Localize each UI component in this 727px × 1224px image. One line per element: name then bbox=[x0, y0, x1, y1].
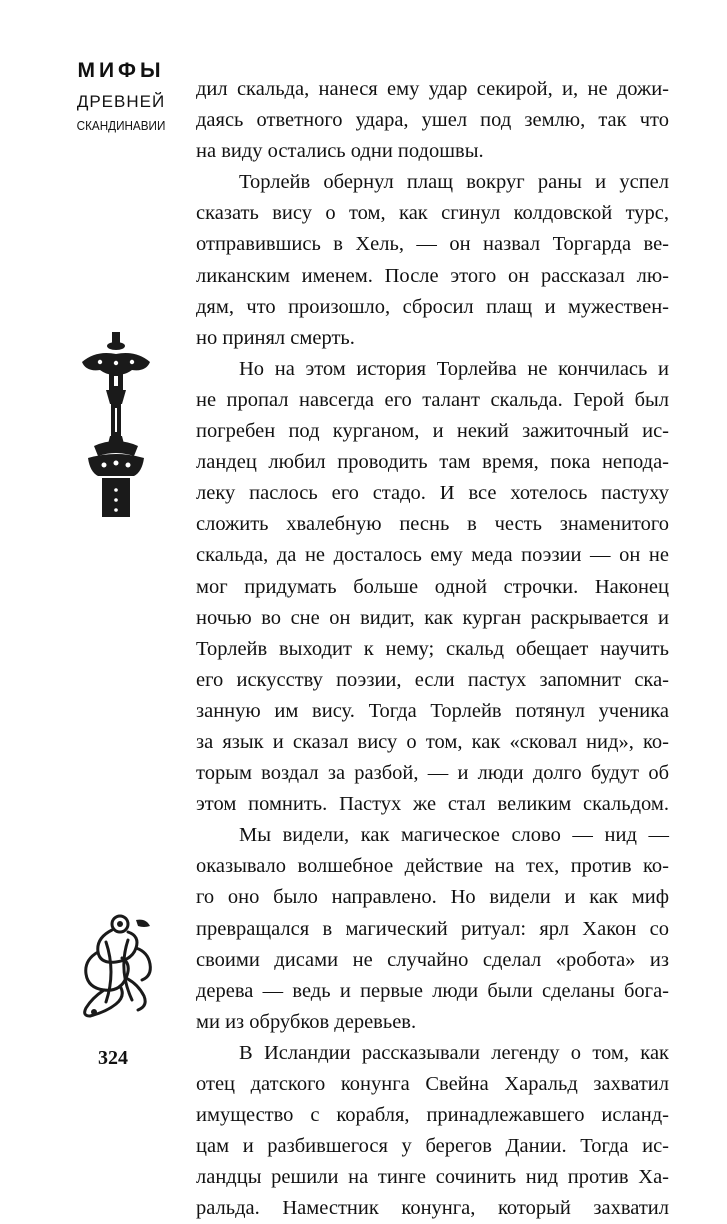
running-head bbox=[66, 58, 176, 136]
text-line: оказывало волшебное действие на тех, против ко- bbox=[196, 855, 669, 878]
text-line: Торлейв выходит к нему; скальд обещает научить bbox=[196, 637, 669, 660]
text-line: скальда, да не досталось ему меда поэзии — он не bbox=[196, 544, 669, 567]
text-line: дям, что произошло, сбросил плащ и мужествен- bbox=[196, 295, 669, 318]
norse-interlace-beast-ornament-icon bbox=[76, 912, 158, 1020]
text-line: мог придумать больше одной строчки. Наконец bbox=[196, 575, 669, 598]
text-line: даясь ответного удара, ушел под землю, так что bbox=[196, 109, 669, 132]
text-line: ми из обрубков деревьев. bbox=[196, 1010, 417, 1033]
text-line: Торлейв обернул плащ вокруг раны и успел bbox=[239, 171, 669, 194]
text-line: дерева — ведь и первые люди были сделаны бога- bbox=[196, 979, 669, 1002]
text-line: за язык и сказал вису о том, как «сковал нид», ко- bbox=[196, 730, 669, 753]
text-line: Мы видели, как магическое слово — нид — bbox=[239, 824, 669, 847]
text-line: ральда. Наместник конунга, который захватил bbox=[196, 1197, 669, 1220]
running-head-title: МИФЫ bbox=[77, 59, 165, 82]
text-line: превращался в магический ритуал: ярл Хакон со bbox=[196, 917, 669, 940]
text-line: ночью во сне он видит, как курган раскрывается и bbox=[196, 606, 669, 629]
text-line: дил скальда, нанеся ему удар секирой, и, не дожи- bbox=[196, 78, 669, 100]
text-line: ликанским именем. После этого он рассказал лю- bbox=[196, 264, 669, 287]
text-line: погребен под курганом, и некий зажиточный ис- bbox=[196, 420, 669, 443]
text-line: сложить хвалебную песнь в честь знаменитого bbox=[196, 513, 669, 536]
text-line: занную им вису. Тогда Торлейв потянул ученика bbox=[196, 699, 669, 722]
text-line: го оно было направлено. Но видели и как миф bbox=[196, 886, 669, 909]
text-line: не пропал навсегда его талант скальда. Герой был bbox=[196, 388, 669, 411]
text-line: сказать вису о том, как сгинул колдовской турс, bbox=[196, 202, 669, 225]
text-line: ландцы решили на тинге сочинить нид против Ха- bbox=[196, 1166, 669, 1189]
norse-pillar-ornament-icon bbox=[76, 332, 156, 517]
text-line: В Исландии рассказывали легенду о том, как bbox=[239, 1041, 669, 1064]
running-head-subtitle: ДРЕВНЕЙ bbox=[76, 92, 166, 111]
text-line: леку паслось его стадо. И все хотелось пастуху bbox=[196, 482, 669, 505]
text-line: на виду остались одни подошвы. bbox=[196, 140, 484, 163]
running-head-subtitle-2: СКАНДИНАВИИ bbox=[76, 118, 166, 133]
text-line: ландец любил проводить там время, пока непода- bbox=[196, 451, 669, 474]
text-line: торым воздал за разбой, — и люди долго будут об bbox=[196, 762, 669, 785]
body-text bbox=[196, 74, 669, 1224]
text-line: своими дисами не случайно сделал «робота» из bbox=[196, 948, 669, 971]
text-line: Но на этом история Торлейва не кончилась и bbox=[239, 357, 669, 380]
text-line: цам и разбившегося у берегов Дании. Тогда ис- bbox=[196, 1135, 669, 1158]
text-line: этом помнить. Пастух же стал великим скальдом. bbox=[196, 793, 669, 816]
text-line: но принял смерть. bbox=[196, 326, 355, 349]
text-line: имущество с корабля, принадлежавшего исланд- bbox=[196, 1104, 669, 1127]
text-line: его искусству поэзии, если пастух запомнит ска- bbox=[196, 668, 669, 691]
text-line: отец датского конунга Свейна Харальд захватил bbox=[196, 1073, 669, 1095]
text-line: отправившись в Хель, — он назвал Торгарда ве- bbox=[196, 233, 669, 256]
page-number: 324 bbox=[98, 1047, 128, 1069]
